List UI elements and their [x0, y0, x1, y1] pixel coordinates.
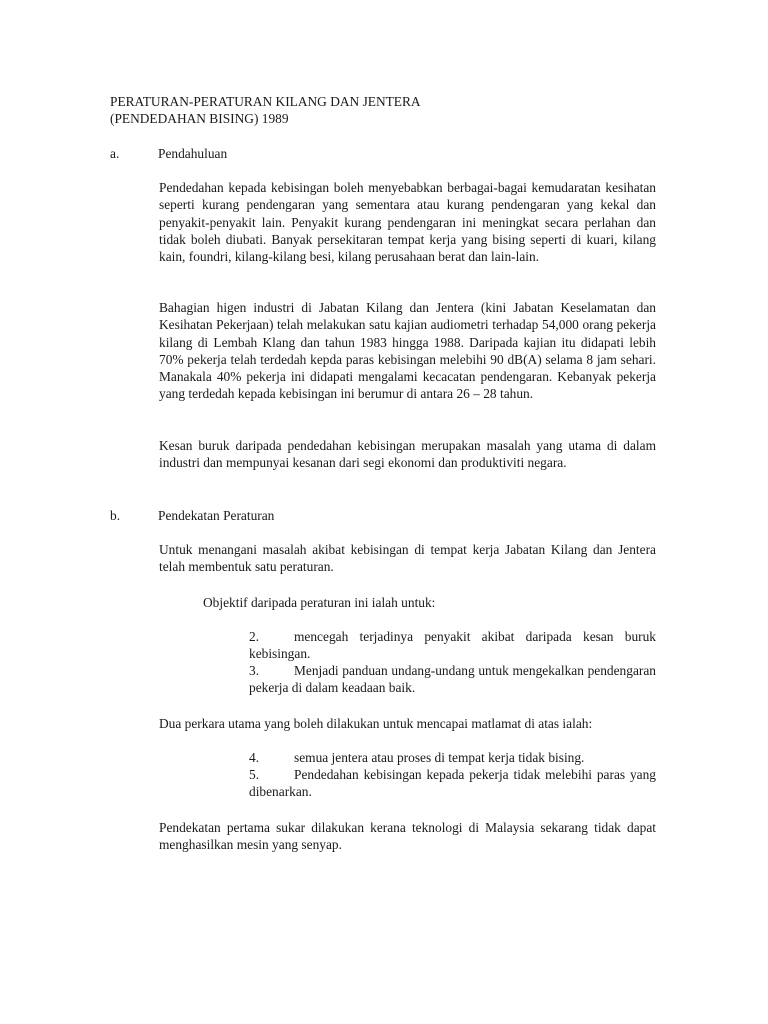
objective-text: Menjadi panduan undang-undang untuk mengekalkan pendengaran pekerja di dalam keadaan baik. [249, 663, 656, 696]
objective-number: 2. [249, 629, 260, 644]
measure-item [249, 766, 656, 801]
section-b-heading [110, 507, 510, 524]
measure-number: 4. [249, 750, 260, 765]
section-a-paragraph-3: Kesan buruk daripada pendedahan kebisingan merupakan masalah yang utama di dalam industri dan mempunyai kesanan dari segi ekonomi dan produktiviti negara. [159, 438, 656, 471]
objective-number: 3. [249, 663, 260, 678]
measure-text: semua jentera atau proses di tempat kerja tidak bising. [294, 750, 585, 765]
objective-item [249, 628, 656, 663]
title-line-2: (PENDEDAHAN BISING) 1989 [110, 111, 289, 127]
measure-item [249, 749, 656, 766]
measures-intro: Dua perkara utama yang boleh dilakukan untuk mencapai matlamat di atas ialah: [159, 716, 593, 731]
section-a-heading [110, 145, 510, 162]
section-a-letter: a. [110, 146, 120, 161]
section-b-intro: Untuk menangani masalah akibat kebisingan di tempat kerja Jabatan Kilang dan Jentera telah membentuk satu peraturan. [159, 542, 656, 575]
title-line-1: PERATURAN-PERATURAN KILANG DAN JENTERA [110, 94, 421, 109]
document-title [110, 93, 510, 128]
section-b-closing: Pendekatan pertama sukar dilakukan kerana teknologi di Malaysia sekarang tidak dapat menghasilkan mesin yang senyap. [159, 820, 656, 853]
measure-number: 5. [249, 767, 260, 782]
section-b-letter: b. [110, 508, 121, 523]
section-a-paragraph-2: Bahagian higen industri di Jabatan Kilang dan Jentera (kini Jabatan Keselamatan dan Kesihatan Pekerjaan) telah melakukan satu kajian audiometri terhadap 54,000 orang pekerja kilang di Lembah Klang dan tahun 1983 hingga 1988. Daripada kajian itu didapati lebih 70% pekerja telah terdedah kepda paras kebisingan melebihi 90 dB(A) selama 8 jam sehari. Manakala 40% pekerja ini didapati mengalami kecacatan pendengaran. Kebanyak pekerja yang terdedah kepada kebisingan ini berumur di antara 26 – 28 tahun. [159, 300, 656, 402]
objective-text: mencegah terjadinya penyakit akibat daripada kesan buruk kebisingan. [249, 629, 656, 662]
objective-item [249, 662, 656, 697]
section-a-paragraph-1: Pendedahan kepada kebisingan boleh menyebabkan berbagai-bagai kemudaratan kesihatan seperti kurang pendengaran yang sementara atau kurang pendengaran yang kekal dan penyakit-penyakit lain. Penyakit kurang pendengaran ini meningkat secara perlahan dan tidak boleh diubati. Banyak persekitaran tempat kerja yang bising seperti di kuari, kilang kain, foundri, kilang-kilang besi, kilang perusahaan berat dan lain-lain. [159, 180, 656, 265]
measure-text: Pendedahan kebisingan kepada pekerja tidak melebihi paras yang dibenarkan. [249, 767, 656, 800]
section-a-title: Pendahuluan [158, 146, 228, 161]
objective-intro: Objektif daripada peraturan ini ialah untuk: [203, 595, 436, 610]
section-b-title: Pendekatan Peraturan [158, 508, 275, 523]
